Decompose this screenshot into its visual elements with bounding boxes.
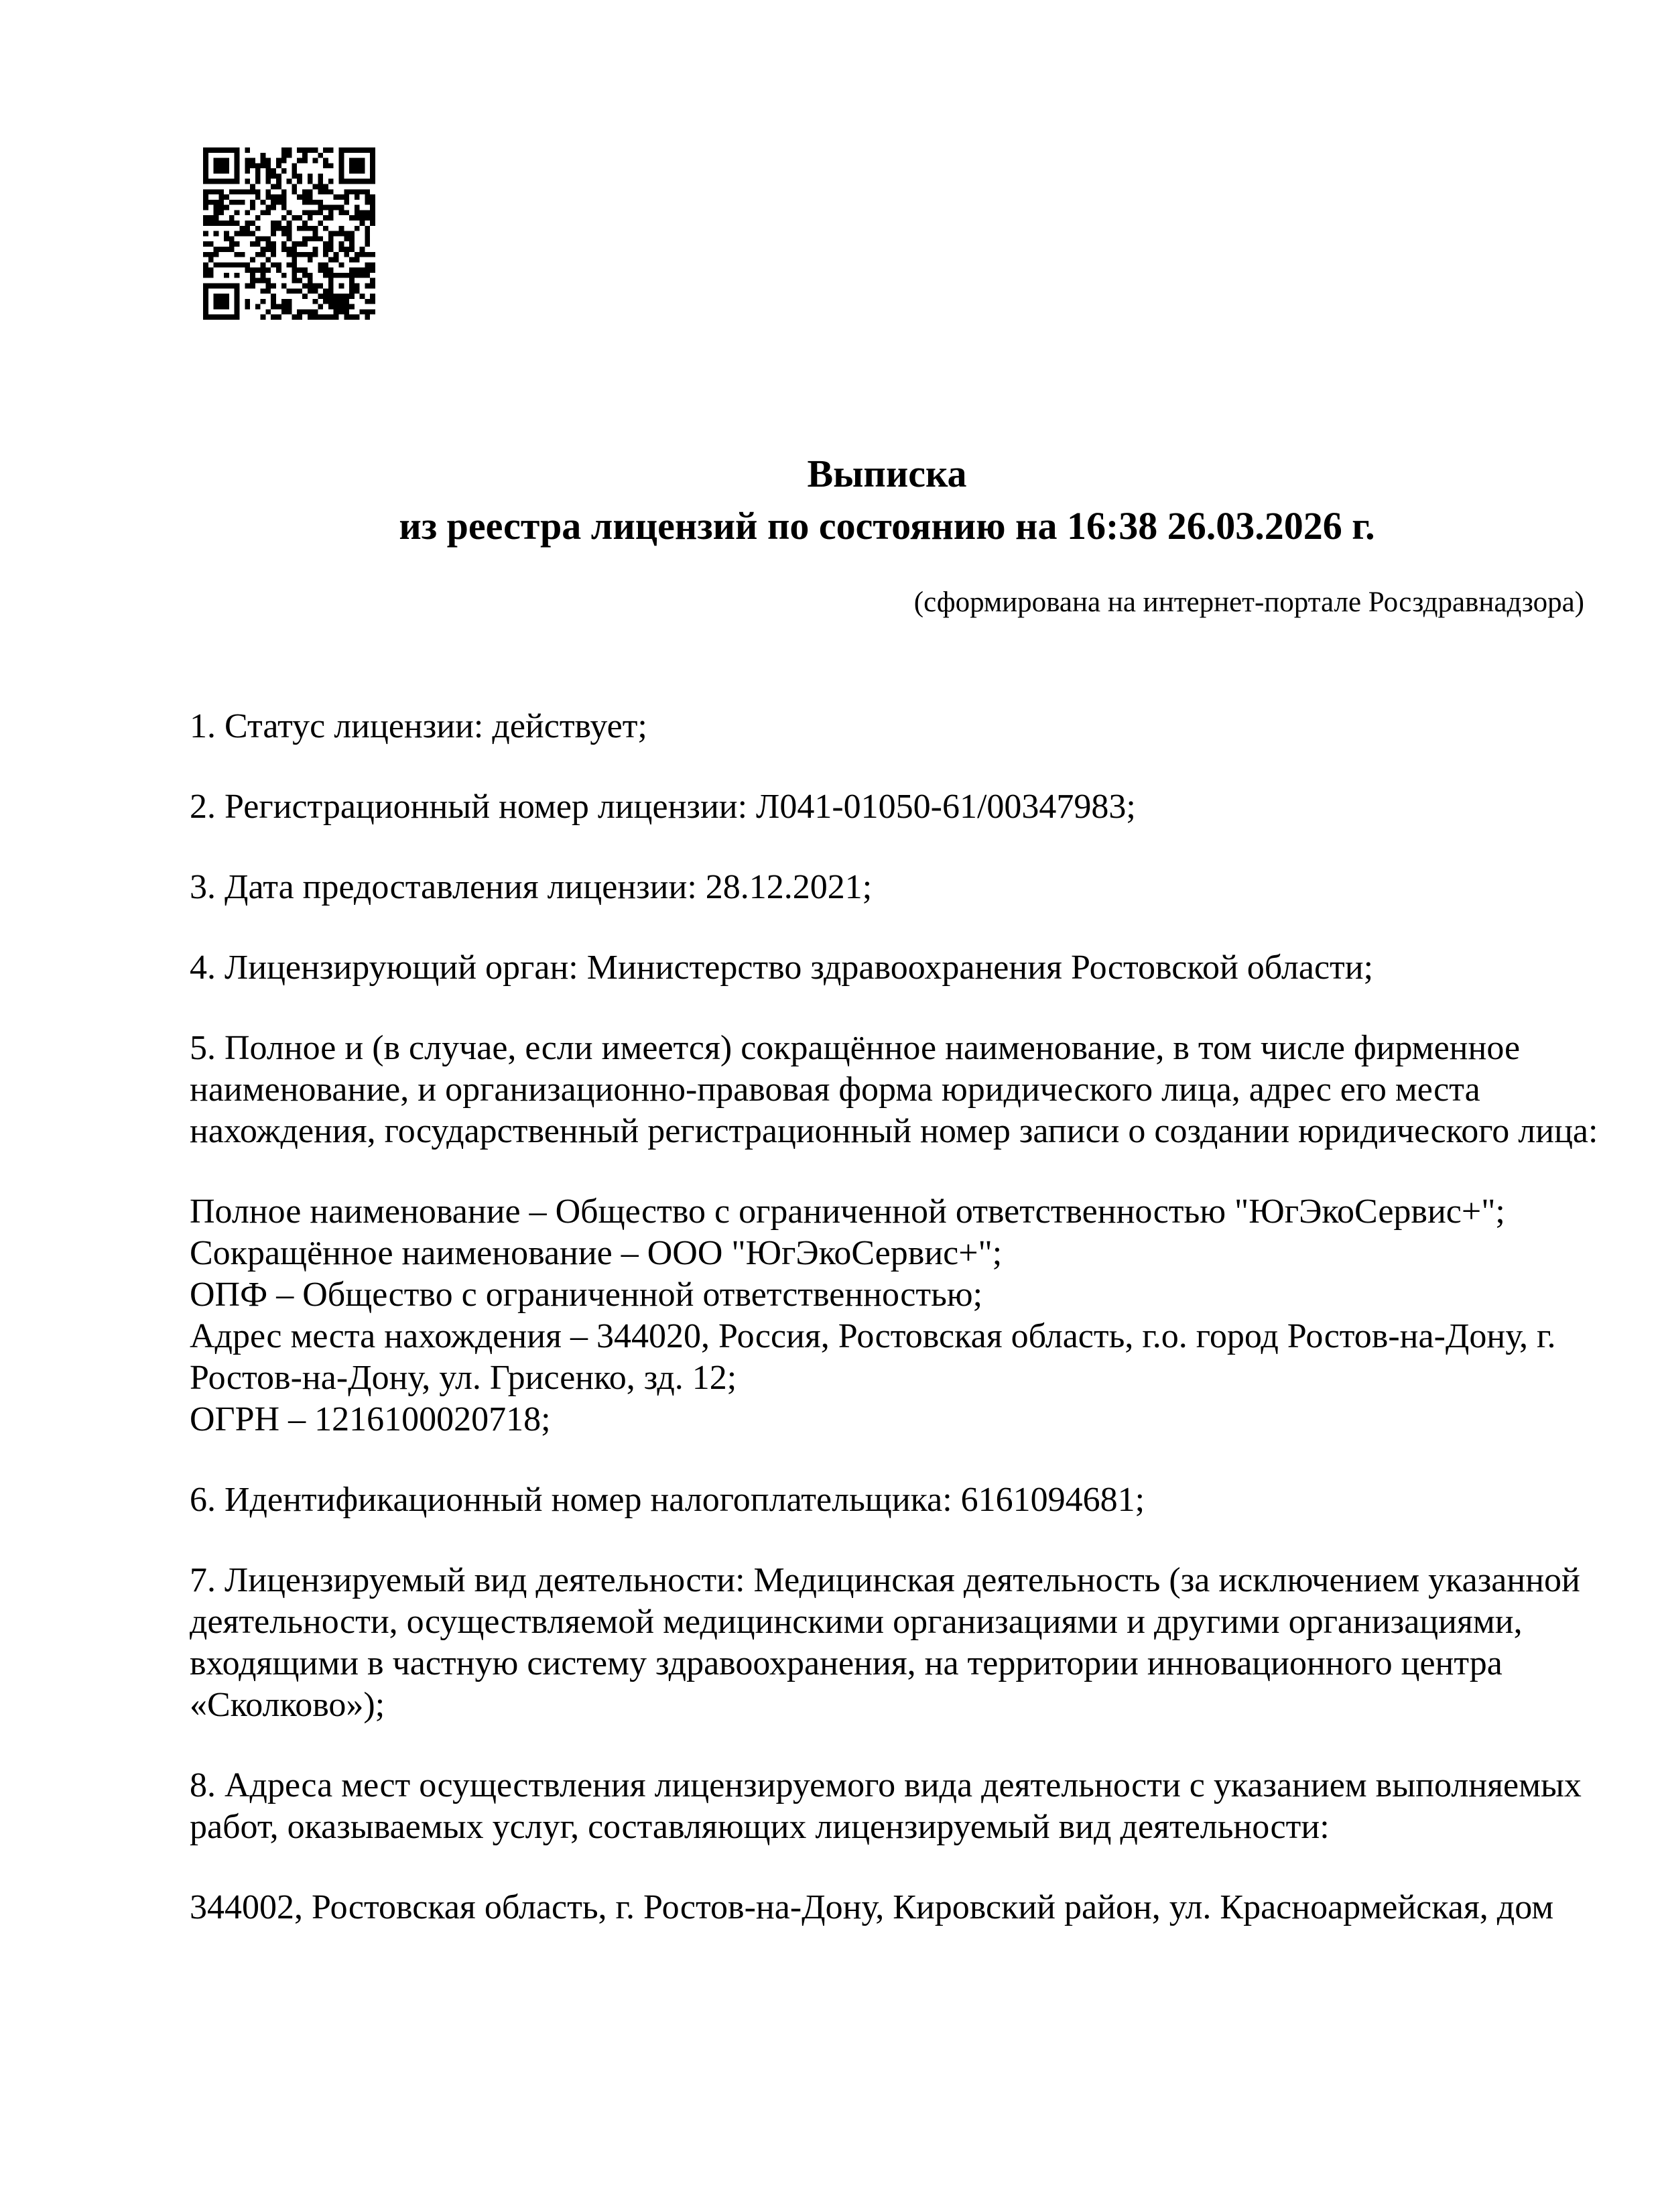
text-line: 5. Полное и (в случае, если имеется) сокращённое наименование, в том числе фирменное [190, 1029, 1521, 1067]
text-line: 6. Идентификационный номер налогоплательщика: 6161094681; [190, 1481, 1145, 1519]
paragraph [190, 1765, 1584, 1848]
paragraph [190, 1191, 1584, 1440]
paragraph [190, 1887, 1584, 1928]
text-line: 344002, Ростовская область, г. Ростов-на-Дону, Кировский район, ул. Красноармейская, дом [190, 1888, 1554, 1926]
paragraph [190, 1028, 1598, 1152]
text-line: нахождения, государственный регистрационный номер записи о создании юридического лица: [190, 1112, 1598, 1150]
text-line: Сокращённое наименование – ООО "ЮгЭкоСервис+"; [190, 1234, 1003, 1272]
text-line: ОПФ – Общество с ограниченной ответственностью; [190, 1276, 983, 1314]
text-line: входящими в частную систему здравоохранения, на территории инновационного центра [190, 1644, 1503, 1682]
text-line: работ, оказываемых услуг, составляющих лицензируемый вид деятельности: [190, 1808, 1330, 1846]
title-line-2: из реестра лицензий по состоянию на 16:38 26.03.2026 г. [399, 504, 1375, 548]
text-line: Ростов-на-Дону, ул. Грисенко, зд. 12; [190, 1359, 737, 1397]
paragraph [190, 706, 1584, 747]
text-line: наименование, и организационно-правовая форма юридического лица, адрес его места [190, 1070, 1480, 1109]
paragraph [190, 786, 1584, 828]
text-line: 8. Адреса мест осуществления лицензируемого вида деятельности с указанием выполняемых [190, 1766, 1582, 1804]
text-line: 7. Лицензируемый вид деятельности: Медицинская деятельность (за исключением указанной [190, 1561, 1580, 1599]
title-line-1: Выписка [807, 452, 967, 495]
document-subtitle: (сформирована на интернет-портале Росздравнадзора) [913, 587, 1584, 618]
document-title [190, 448, 1584, 552]
paragraph [190, 1560, 1584, 1726]
paragraph [190, 867, 1584, 908]
text-line: Полное наименование – Общество с ограниченной ответственностью "ЮгЭкоСервис+"; [190, 1192, 1505, 1231]
paragraph [190, 1479, 1584, 1521]
text-line: 4. Лицензирующий орган: Министерство здравоохранения Ростовской области; [190, 948, 1374, 987]
document-body [190, 706, 1598, 1928]
qr-code [203, 147, 375, 320]
text-line: ОГРН – 1216100020718; [190, 1400, 551, 1438]
text-line: 2. Регистрационный номер лицензии: Л041-01050-61/00347983; [190, 788, 1136, 826]
text-line: «Сколково»); [190, 1686, 385, 1724]
text-line: деятельности, осуществляемой медицинскими организациями и другими организациями, [190, 1603, 1523, 1641]
text-line: 3. Дата предоставления лицензии: 28.12.2021; [190, 868, 873, 906]
text-line: 1. Статус лицензии: действует; [190, 707, 647, 745]
paragraph [190, 947, 1584, 989]
text-line: Адрес места нахождения – 344020, Россия, Ростовская область, г.о. город Ростов-на-Дону, г. [190, 1317, 1556, 1355]
